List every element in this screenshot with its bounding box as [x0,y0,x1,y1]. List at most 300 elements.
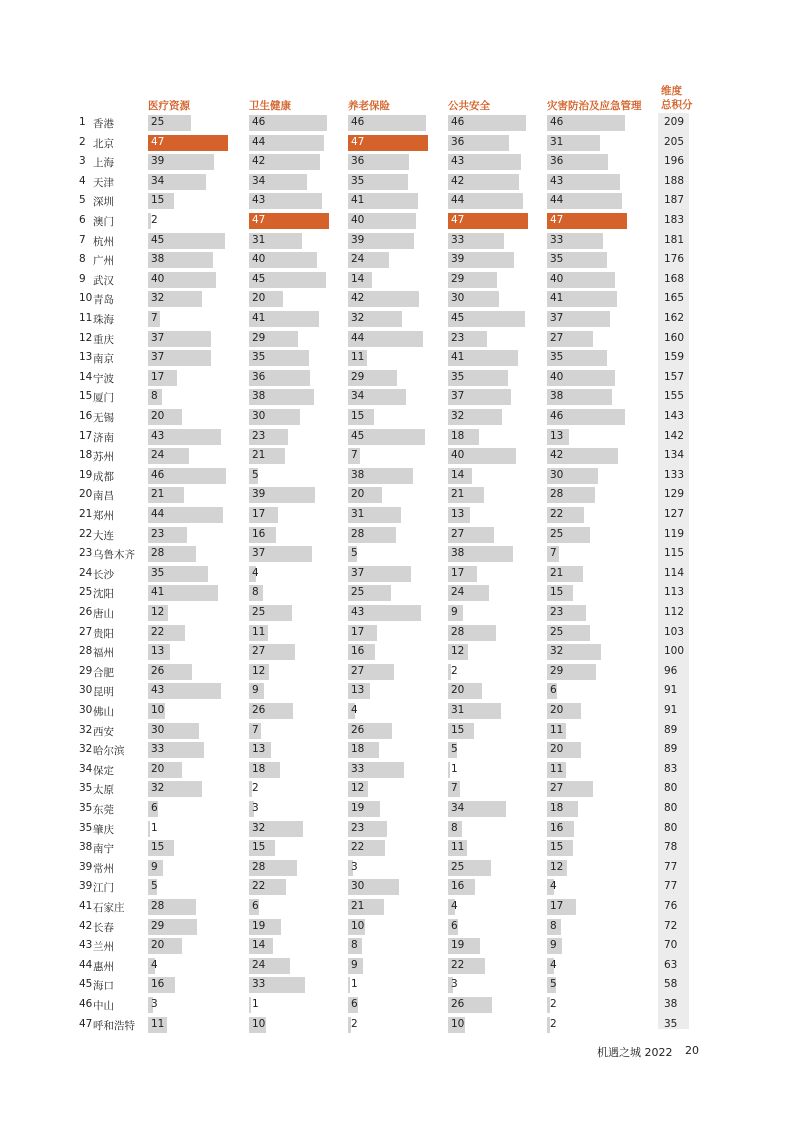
total-score: 70 [664,939,678,952]
health-value: 8 [252,586,259,599]
total-score: 160 [664,331,685,344]
rank-number: 11 [79,312,93,324]
elderly-value: 5 [351,547,358,560]
security-value: 23 [451,331,465,344]
disaster-value: 44 [550,194,564,207]
elderly-value: 7 [351,449,358,462]
rank-number: 47 [79,1017,93,1030]
city-name: 澳门 [93,216,114,228]
health-value: 4 [252,566,259,579]
elderly-value: 1 [351,978,358,991]
medical-value: 43 [151,684,165,697]
rank-number: 35 [79,821,93,834]
health-value: 14 [252,939,266,952]
medical-value: 1 [151,821,158,834]
medical-value: 15 [151,841,165,854]
total-score: 35 [664,1017,678,1030]
medical-value: 45 [151,233,165,246]
disaster-value: 28 [550,488,564,501]
health-value: 37 [252,547,266,560]
health-value: 9 [252,684,259,697]
medical-value: 37 [151,351,165,364]
elderly-value: 33 [351,762,365,775]
city-name: 沈阳 [93,588,114,601]
health-value: 28 [252,860,266,873]
security-value: 1 [451,762,458,775]
medical-value: 26 [151,664,165,677]
security-value: 16 [451,880,465,893]
total-score: 72 [664,919,678,932]
total-score: 96 [664,664,678,677]
security-value: 29 [451,272,465,285]
health-value: 19 [252,919,266,932]
rank-number: 12 [79,331,93,344]
header-total-line2: 总积分 [661,99,693,111]
rank-number: 10 [79,292,93,305]
elderly-value: 41 [351,194,365,207]
health-value: 6 [252,900,259,912]
elderly-value: 26 [351,723,365,736]
disaster-value: 25 [550,625,564,638]
rank-number: 4 [79,174,86,187]
medical-value: 35 [151,566,165,579]
elderly-value: 23 [351,821,365,834]
header-elderly: 养老保险 [348,100,390,112]
rank-number: 13 [79,351,93,364]
security-value: 47 [451,214,465,226]
security-value: 3 [451,978,458,991]
health-value: 27 [252,645,266,658]
health-value: 31 [252,233,266,246]
elderly-value: 38 [351,468,365,481]
total-score: 155 [664,390,685,403]
elderly-value: 16 [351,645,365,658]
medical-value: 10 [151,704,165,716]
elderly-value: 13 [351,684,365,697]
security-value: 4 [451,900,458,912]
elderly-value: 37 [351,566,365,579]
rank-number: 26 [79,606,93,618]
elderly-value: 43 [351,606,365,618]
city-name: 呼和浩特 [93,1019,135,1032]
elderly-value: 19 [351,802,365,814]
total-score: 181 [664,233,685,246]
elderly-value: 40 [351,214,365,226]
medical-value: 4 [151,958,158,971]
security-value: 30 [451,292,465,305]
city-name: 天津 [93,176,114,189]
medical-value: 6 [151,802,158,814]
elderly-value: 31 [351,508,365,520]
health-value: 16 [252,527,266,540]
health-value: 44 [252,135,266,148]
city-name: 南京 [93,353,114,366]
rank-number: 43 [79,939,93,952]
city-name: 长沙 [93,568,114,581]
disaster-value: 20 [550,704,564,716]
total-score: 77 [664,880,678,893]
total-score: 113 [664,586,685,599]
city-name: 昆明 [93,686,114,699]
rank-number: 16 [79,410,93,422]
security-value: 7 [451,782,458,795]
city-name: 武汉 [93,274,114,287]
medical-value: 32 [151,782,165,795]
city-name: 大连 [93,529,114,542]
medical-value: 28 [151,900,165,912]
elderly-value: 4 [351,704,358,716]
city-name: 佛山 [93,706,114,718]
total-score: 157 [664,370,685,383]
total-score: 114 [664,566,685,579]
medical-value: 40 [151,272,165,285]
medical-value: 44 [151,508,165,520]
security-value: 40 [451,449,465,462]
total-score: 183 [664,214,685,226]
security-value: 26 [451,998,465,1010]
disaster-value: 32 [550,645,564,658]
security-value: 21 [451,488,465,501]
medical-value: 28 [151,547,165,560]
health-bar [249,997,251,1013]
city-name: 杭州 [93,235,114,248]
medical-value: 30 [151,723,165,736]
total-score: 115 [664,547,685,560]
security-value: 38 [451,547,465,560]
elderly-value: 10 [351,919,365,932]
elderly-value: 22 [351,841,365,854]
rank-number: 2 [79,135,86,148]
health-value: 13 [252,743,266,756]
rank-number: 38 [79,841,93,854]
city-name: 济南 [93,431,114,444]
total-score: 77 [664,860,678,873]
medical-value: 2 [151,214,158,226]
security-value: 17 [451,566,465,579]
city-name: 石家庄 [93,902,125,914]
city-name: 南昌 [93,490,114,503]
health-value: 12 [252,664,266,677]
medical-value: 41 [151,586,165,599]
total-score: 91 [664,704,678,716]
medical-value: 17 [151,370,165,383]
city-name: 江门 [93,882,114,895]
city-name: 合肥 [93,666,114,679]
total-score: 112 [664,606,685,618]
disaster-value: 40 [550,272,564,285]
rank-number: 6 [79,214,86,226]
medical-value: 13 [151,645,165,658]
disaster-value: 40 [550,370,564,383]
medical-bar [148,821,150,837]
security-value: 18 [451,429,465,442]
total-score: 129 [664,488,685,501]
elderly-value: 46 [351,116,365,128]
total-score: 168 [664,272,685,285]
disaster-value: 12 [550,860,564,873]
rank-number: 8 [79,253,86,266]
disaster-value: 15 [550,586,564,599]
health-value: 23 [252,429,266,442]
header-medical: 医疗资源 [148,100,190,112]
health-value: 47 [252,214,266,226]
city-name: 海口 [93,980,114,993]
city-name: 南宁 [93,843,114,856]
health-value: 41 [252,312,266,324]
elderly-value: 25 [351,586,365,599]
total-score: 63 [664,958,678,971]
health-value: 35 [252,351,266,364]
header-total-line1: 维度 [661,85,682,97]
medical-value: 11 [151,1017,165,1030]
health-value: 1 [252,998,259,1010]
elderly-bar [348,977,350,993]
total-score: 103 [664,625,685,638]
rank-number: 1 [79,116,86,128]
city-name: 广州 [93,255,114,268]
elderly-value: 3 [351,860,358,873]
disaster-value: 35 [550,253,564,266]
disaster-value: 25 [550,527,564,540]
header-total [661,84,693,112]
disaster-value: 27 [550,782,564,795]
medical-value: 39 [151,155,165,168]
city-name: 兰州 [93,941,114,954]
disaster-value: 6 [550,684,557,697]
disaster-value: 47 [550,214,564,226]
elderly-value: 29 [351,370,365,383]
elderly-value: 36 [351,155,365,168]
security-value: 34 [451,802,465,814]
medical-value: 20 [151,939,165,952]
disaster-value: 23 [550,606,564,618]
medical-value: 3 [151,998,158,1010]
footer-label: 机遇之城 2022 [597,1046,673,1059]
medical-value: 47 [151,135,165,148]
health-value: 40 [252,253,266,266]
health-value: 29 [252,331,266,344]
total-score: 89 [664,743,678,756]
health-value: 39 [252,488,266,501]
city-name: 上海 [93,157,114,170]
disaster-value: 9 [550,939,557,952]
medical-value: 8 [151,390,158,403]
disaster-value: 22 [550,508,564,520]
rank-number: 32 [79,743,93,756]
rank-number: 44 [79,958,93,971]
elderly-value: 21 [351,900,365,912]
medical-value: 22 [151,625,165,638]
city-name: 郑州 [93,510,114,522]
health-value: 43 [252,194,266,207]
rank-number: 9 [79,272,86,285]
total-score: 127 [664,508,685,520]
security-value: 11 [451,841,465,854]
health-value: 17 [252,508,266,520]
elderly-value: 8 [351,939,358,952]
security-value: 36 [451,135,465,148]
total-score: 209 [664,116,685,128]
city-name: 唐山 [93,608,114,620]
disaster-value: 30 [550,468,564,481]
rank-number: 35 [79,782,93,795]
city-name: 宁波 [93,372,114,385]
rank-number: 20 [79,488,93,501]
disaster-value: 11 [550,762,564,775]
medical-value: 37 [151,331,165,344]
total-score: 80 [664,802,678,814]
elderly-value: 34 [351,390,365,403]
medical-value: 20 [151,410,165,422]
rank-number: 3 [79,155,86,168]
disaster-value: 46 [550,116,564,128]
rank-number: 27 [79,625,93,638]
rank-number: 24 [79,566,93,579]
rank-number: 30 [79,704,93,716]
total-score: 80 [664,821,678,834]
total-score: 143 [664,410,685,422]
security-value: 13 [451,508,465,520]
rank-number: 22 [79,527,93,540]
header-health: 卫生健康 [249,100,291,112]
health-value: 7 [252,723,259,736]
elderly-value: 12 [351,782,365,795]
disaster-value: 20 [550,743,564,756]
disaster-value: 17 [550,900,564,912]
disaster-value: 2 [550,1017,557,1030]
city-name: 西安 [93,725,114,738]
disaster-value: 16 [550,821,564,834]
security-value: 41 [451,351,465,364]
security-value: 37 [451,390,465,403]
city-name: 乌鲁木齐 [93,549,135,562]
medical-value: 16 [151,978,165,991]
city-name: 太原 [93,784,114,797]
medical-value: 32 [151,292,165,305]
elderly-value: 35 [351,174,365,187]
total-score: 176 [664,253,685,266]
total-score: 133 [664,468,685,481]
city-name: 珠海 [93,314,114,326]
health-value: 20 [252,292,266,305]
health-value: 42 [252,155,266,168]
health-value: 22 [252,880,266,893]
health-value: 15 [252,841,266,854]
security-value: 9 [451,606,458,618]
total-score: 187 [664,194,685,207]
security-value: 12 [451,645,465,658]
security-value: 5 [451,743,458,756]
health-value: 2 [252,782,259,795]
elderly-value: 20 [351,488,365,501]
rank-number: 5 [79,194,86,207]
city-name: 中山 [93,1000,114,1012]
disaster-value: 41 [550,292,564,305]
rank-number: 19 [79,468,93,481]
security-value: 24 [451,586,465,599]
elderly-value: 17 [351,625,365,638]
rank-number: 15 [79,390,93,403]
medical-value: 25 [151,116,165,128]
elderly-value: 44 [351,331,365,344]
city-name: 惠州 [93,960,114,973]
city-name: 厦门 [93,392,114,405]
elderly-value: 24 [351,253,365,266]
security-value: 19 [451,939,465,952]
disaster-value: 42 [550,449,564,462]
city-name: 福州 [93,647,114,660]
medical-value: 34 [151,174,165,187]
security-value: 20 [451,684,465,697]
city-name: 贵阳 [93,627,114,640]
disaster-value: 46 [550,410,564,422]
medical-value: 46 [151,468,165,481]
elderly-value: 27 [351,664,365,677]
health-value: 24 [252,958,266,971]
security-value: 15 [451,723,465,736]
total-score: 83 [664,762,678,775]
elderly-value: 18 [351,743,365,756]
total-score: 188 [664,174,685,187]
security-value: 22 [451,958,465,971]
disaster-value: 36 [550,155,564,168]
rank-number: 39 [79,880,93,893]
rank-number: 32 [79,723,93,736]
health-value: 11 [252,625,266,638]
elderly-value: 11 [351,351,365,364]
security-value: 8 [451,821,458,834]
city-name: 无锡 [93,412,114,424]
disaster-value: 33 [550,233,564,246]
total-score: 162 [664,312,685,324]
elderly-value: 14 [351,272,365,285]
health-value: 45 [252,272,266,285]
security-value: 31 [451,704,465,716]
security-value: 27 [451,527,465,540]
elderly-value: 28 [351,527,365,540]
elderly-value: 45 [351,429,365,442]
rank-number: 28 [79,645,93,658]
health-value: 5 [252,468,259,481]
total-score: 38 [664,998,678,1010]
rank-number: 25 [79,586,93,599]
disaster-value: 2 [550,998,557,1010]
city-name: 东莞 [93,804,114,816]
rank-number: 34 [79,762,93,775]
rank-number: 45 [79,978,93,991]
rank-number: 17 [79,429,93,442]
health-value: 38 [252,390,266,403]
medical-value: 9 [151,860,158,873]
health-value: 30 [252,410,266,422]
security-value: 25 [451,860,465,873]
disaster-value: 31 [550,135,564,148]
health-value: 26 [252,704,266,716]
disaster-value: 29 [550,664,564,677]
total-score: 80 [664,782,678,795]
security-value: 14 [451,468,465,481]
disaster-value: 11 [550,723,564,736]
total-score: 142 [664,429,685,442]
total-score: 76 [664,900,678,912]
disaster-value: 13 [550,429,564,442]
disaster-value: 18 [550,802,564,814]
medical-value: 21 [151,488,165,501]
security-value: 35 [451,370,465,383]
rank-number: 30 [79,684,93,697]
rank-number: 35 [79,802,93,814]
medical-value: 43 [151,429,165,442]
